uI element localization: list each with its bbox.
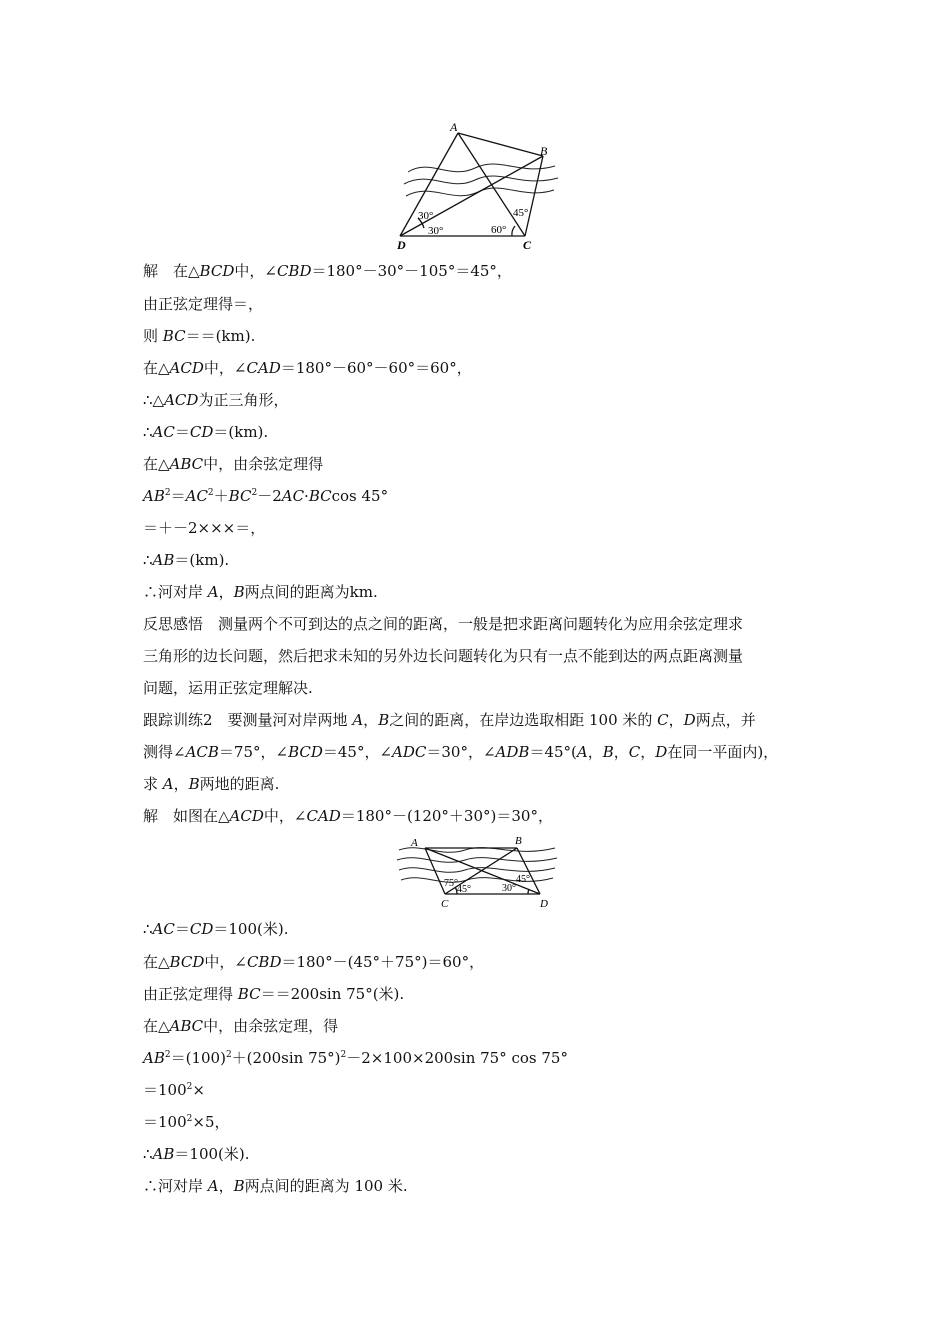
text: 跟踪训练2 要测量河对岸两地 [143,711,353,729]
text: ×5， [192,1113,230,1131]
math-var: B [188,775,200,793]
text: 则 [143,327,163,345]
math-var: CAD [306,807,341,825]
solution2-line-3 [143,952,484,972]
text: 在△ [143,953,170,971]
exponent: 2 [225,1050,232,1060]
text: · [304,487,309,505]
math-var: AC [281,487,305,505]
solution2-line-5 [143,1016,338,1036]
text: ＝ [174,920,190,938]
text: ＝＝(km). [185,327,256,345]
text: ∴河对岸 [143,1177,208,1195]
text: 求 [143,775,163,793]
exponent: 2 [186,1114,193,1124]
solution1-line-6 [143,422,268,442]
math-var: D [655,743,668,761]
solution1-line-4 [143,358,472,378]
text: ＝100 [143,1113,187,1131]
text: ＝(km). [174,551,230,569]
fig1-label-a: A [450,120,458,134]
text: ， [363,711,379,729]
text: × [192,1081,205,1099]
text: ＝75°，∠ [218,743,289,761]
text: ∴河对岸 [143,583,208,601]
text: 两点间的距离为 100 米. [244,1177,408,1195]
math-var: AB [152,1145,175,1163]
math-var: CBD [246,953,282,971]
text: ∴ [143,423,153,441]
text: ∴ [143,920,153,938]
fig2-label-b: B [515,835,522,847]
fig1-label-d: D [397,238,406,252]
text: cos 45° [331,487,389,505]
solution1-line-1 [143,261,512,281]
text: 由正弦定理得＝， [143,295,264,313]
solution2-line-6 [143,1048,568,1068]
text: 测得∠ [143,743,186,761]
math-var: B [378,711,390,729]
exercise-line-1 [143,710,756,730]
math-var: AB [152,551,175,569]
math-var: BCD [288,743,323,761]
text: 两点，并 [695,711,756,729]
math-var: AC [152,423,175,441]
math-var: A [576,743,588,761]
math-var: ABC [169,455,204,473]
text: 在同一平面内)， [667,743,779,761]
exponent: 2 [340,1050,347,1060]
math-var: C [657,711,669,729]
text: ＝100(米). [213,920,289,938]
text: 在△ [143,1017,170,1035]
math-var: CAD [246,359,281,377]
text: 在△ [143,359,170,377]
math-var: CD [189,920,214,938]
text: ＋(200sin 75°) [231,1049,341,1067]
text: ＝30°，∠ [426,743,496,761]
fig1-angle-d-lower: 30° [428,225,444,237]
text: －2×100×200sin 75° cos 75° [346,1049,568,1067]
text: 中，∠ [204,953,247,971]
solution1-line-9 [143,518,265,538]
text: 由正弦定理得 [143,985,238,1003]
exercise-line-3 [143,774,279,794]
math-var: ACD [164,391,199,409]
text: 中，∠ [203,359,247,377]
text: 解 在△ [143,262,200,280]
text: 两地的距离. [199,775,280,793]
text: 在△ [143,455,170,473]
text: ＝180°－30°－105°＝45°， [311,262,512,280]
text: ＝180°－(120°＋30°)＝30°， [340,807,553,825]
solution1-line-11 [143,582,378,602]
solution1-line-10 [143,550,229,570]
exponent: 2 [164,1050,171,1060]
math-var: AB [143,1049,165,1067]
text: ， [668,711,684,729]
math-var: BC [228,487,252,505]
text: ＝45°( [529,743,577,761]
math-var: AB [143,487,165,505]
text: 中，由余弦定理，得 [203,1017,339,1035]
solution1-line-2 [143,294,263,314]
text: ＝ [170,487,186,505]
fig1-angle-d-upper: 30° [418,210,434,222]
river-waves [397,848,557,883]
math-var: BC [162,327,186,345]
reflection-line-3: 问题，运用正弦定理解决. [143,679,313,697]
text: ， [613,743,629,761]
text: ∴ [143,551,153,569]
math-var: ACD [229,807,264,825]
text: ＝180°－60°－60°＝60°， [280,359,472,377]
text: ， [218,1177,234,1195]
fig1-label-c: C [523,238,532,252]
solution2-line-4 [143,984,404,1004]
text: ， [218,583,234,601]
solution1-line-7 [143,454,323,474]
reflection-line-2: 三角形的边长问题，然后把求未知的另外边长问题转化为只有一点不能到达的两点距离测量 [143,647,744,665]
text: 之间的距离，在岸边选取相距 100 米的 [389,711,658,729]
solution2-line-2 [143,919,289,939]
math-var: AC [185,487,208,505]
math-var: A [207,583,219,601]
text: 中，∠ [234,262,277,280]
text: ＝45°，∠ [322,743,393,761]
figure-2-river-diagram [395,830,560,910]
fig1-angle-c-upper: 45° [513,207,529,219]
solution2-line-1 [143,806,553,826]
text: ， [587,743,603,761]
fig2-angle-d30: 30° [502,883,516,894]
exponent: 2 [164,488,171,498]
math-var: ACD [169,359,204,377]
fig2-angle-d45: 45° [516,874,530,885]
text: ＝(100) [170,1049,226,1067]
math-var: A [207,1177,219,1195]
math-var: ABC [169,1017,204,1035]
math-var: ADC [392,743,427,761]
text: ＝(km). [213,423,269,441]
text: ＝ [174,423,190,441]
math-var: AC [152,920,175,938]
text: ∴△ [143,391,165,409]
text: ＝＝200sin 75°(米). [260,985,405,1003]
math-var: D [683,711,696,729]
solution1-line-5 [143,390,288,410]
solution2-line-8 [143,1112,230,1132]
math-var: BCD [199,262,235,280]
text: ＝180°－(45°＋75°)＝60°， [281,953,485,971]
text: ， [640,743,656,761]
text: ＝＋－2×××＝， [143,519,266,537]
math-var: A [162,775,174,793]
text: －2 [257,487,282,505]
fig2-label-d: D [540,898,548,910]
solution2-line-9 [143,1144,250,1164]
fig2-label-a: A [411,837,418,849]
fig2-angle-c75: 75° [444,878,458,889]
math-var: C [628,743,641,761]
math-var: ADB [495,743,530,761]
text: ＝100(米). [174,1145,250,1163]
text: ＝100 [143,1081,187,1099]
exercise-line-2 [143,742,778,762]
math-var: CBD [276,262,312,280]
fig2-label-c: C [441,898,449,910]
math-var: B [602,743,614,761]
exponent: 2 [207,488,214,498]
math-var: BC [237,985,261,1003]
math-var: ACB [185,743,219,761]
solution2-line-10 [143,1176,408,1196]
text: 中，由余弦定理得 [203,455,324,473]
fig2-angle-c45: 45° [457,884,471,895]
figure-1-river-diagram [390,118,560,258]
text: 解 如图在△ [143,807,230,825]
math-var: B [233,1177,245,1195]
reflection-line-1: 反思感悟 测量两个不可到达的点之间的距离，一般是把求距离问题转化为应用余弦定理求 [143,615,744,633]
fig1-angle-c-left: 60° [491,224,507,236]
text: 为正三角形， [198,391,289,409]
fig1-label-b: B [540,144,548,158]
math-var: BC [308,487,332,505]
text: ∴ [143,1145,153,1163]
solution1-line-8 [143,486,388,506]
solution2-line-7 [143,1080,205,1100]
exponent: 2 [251,488,258,498]
exponent: 2 [186,1082,193,1092]
text: ＋ [213,487,229,505]
text: 中，∠ [263,807,307,825]
text: ， [173,775,189,793]
math-var: B [233,583,245,601]
solution1-line-3 [143,326,255,346]
text: 两点间的距离为km. [244,583,378,601]
math-var: CD [189,423,214,441]
math-var: A [352,711,364,729]
math-var: BCD [169,953,205,971]
